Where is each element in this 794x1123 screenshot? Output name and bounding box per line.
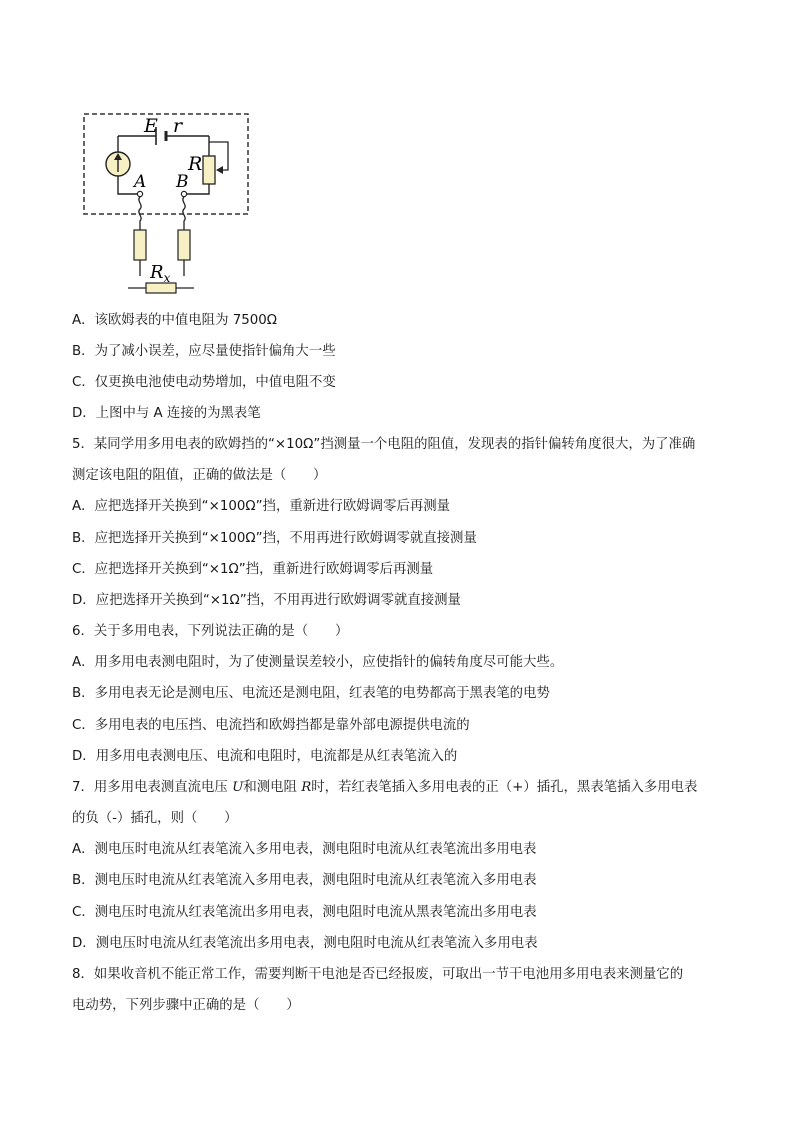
q7-stem-line2: 的负（-）插孔，则（ ） bbox=[72, 811, 238, 826]
q6-option-d: D．用多用电表测电压、电流和电阻时，电流都是从红表笔流入的 bbox=[72, 749, 458, 764]
label-b: B bbox=[176, 172, 189, 192]
label-rx: $R_x$ bbox=[150, 262, 171, 285]
terminal-a bbox=[137, 191, 142, 196]
q7-stem-line1 bbox=[72, 778, 697, 798]
probe-lead-b bbox=[183, 197, 185, 230]
q4-option-a: A．该欧姆表的中值电阻为 7500Ω bbox=[72, 313, 278, 328]
q7-option-d: D．测电压时电流从红表笔流出多用电表，测电阻时电流从红表笔流入多用电表 bbox=[72, 936, 538, 951]
probe-a bbox=[134, 230, 146, 260]
q6-option-a: A．用多用电表测电阻时，为了使测量误差较小，应使指针的偏转角度尽可能大些。 bbox=[72, 655, 564, 670]
rheostat-slider-arrow bbox=[216, 166, 223, 174]
q8-stem-line2: 电动势，下列步骤中正确的是（ ） bbox=[72, 998, 300, 1013]
q7-option-c: C．测电压时电流从红表笔流出多用电表，测电阻时电流从黑表笔流出多用电表 bbox=[72, 905, 537, 920]
q7-symbol-u: U bbox=[232, 780, 244, 795]
q4-option-c: C．仅更换电池使电动势增加，中值电阻不变 bbox=[72, 375, 336, 390]
q4-option-b: B．为了减小误差，应尽量使指针偏角大一些 bbox=[72, 344, 336, 359]
q5-option-c: C．应把选择开关换到“×1Ω”挡，重新进行欧姆调零后再测量 bbox=[72, 562, 434, 577]
q5-stem-line1: 5．某同学用多用电表的欧姆挡的“×10Ω”挡测量一个电阻的阻值，发现表的指针偏转角度很大，为了准确 bbox=[72, 437, 696, 452]
q5-option-b: B．应把选择开关换到“×100Ω”挡，不用再进行欧姆调零就直接测量 bbox=[72, 531, 477, 546]
q5-option-a: A．应把选择开关换到“×100Ω”挡，重新进行欧姆调零后再测量 bbox=[72, 499, 451, 514]
q7-symbol-r: R bbox=[301, 780, 312, 795]
q7-option-a: A．测电压时电流从红表笔流入多用电表，测电阻时电流从红表笔流出多用电表 bbox=[72, 842, 537, 857]
resistor-rx bbox=[146, 283, 176, 293]
q6-option-b: B．多用电表无论是测电压、电流还是测电阻，红表笔的电势都高于黑表笔的电势 bbox=[72, 686, 550, 701]
q8-stem-line1: 8．如果收音机不能正常工作，需要判断干电池是否已经报废，可取出一节干电池用多用电表来测量它的 bbox=[72, 967, 684, 982]
q6-stem: 6．关于多用电表，下列说法正确的是（ ） bbox=[72, 624, 349, 639]
q6-option-c: C．多用电表的电压挡、电流挡和欧姆挡都是靠外部电源提供电流的 bbox=[72, 718, 470, 733]
variable-resistor bbox=[203, 156, 215, 184]
q5-stem-line2: 测定该电阻的阻值，正确的做法是（ ） bbox=[72, 468, 327, 483]
terminal-b bbox=[181, 191, 186, 196]
q7-stem-text-c: 时，若红表笔插入多用电表的正（+）插孔，黑表笔插入多用电表 bbox=[311, 780, 698, 795]
circuit-diagram bbox=[78, 108, 258, 304]
label-a: A bbox=[134, 172, 147, 192]
q4-option-d: D．上图中与 A 连接的为黑表笔 bbox=[72, 406, 261, 421]
q7-option-b: B．测电压时电流从红表笔流入多用电表，测电阻时电流从红表笔流入多用电表 bbox=[72, 873, 537, 888]
right-lower-wire bbox=[186, 184, 209, 194]
label-rheostat-r: R bbox=[188, 153, 203, 175]
q7-stem-text-b: 和测电阻 bbox=[243, 780, 302, 795]
q5-option-d: D．应把选择开关换到“×1Ω”挡，不用再进行欧姆调零就直接测量 bbox=[72, 593, 461, 608]
label-r: r bbox=[173, 115, 183, 137]
probe-b bbox=[178, 230, 190, 260]
q7-stem-text-a: 7．用多用电表测直流电压 bbox=[72, 780, 233, 795]
ohmmeter-circuit-figure bbox=[78, 108, 258, 304]
label-e: E bbox=[144, 115, 158, 137]
